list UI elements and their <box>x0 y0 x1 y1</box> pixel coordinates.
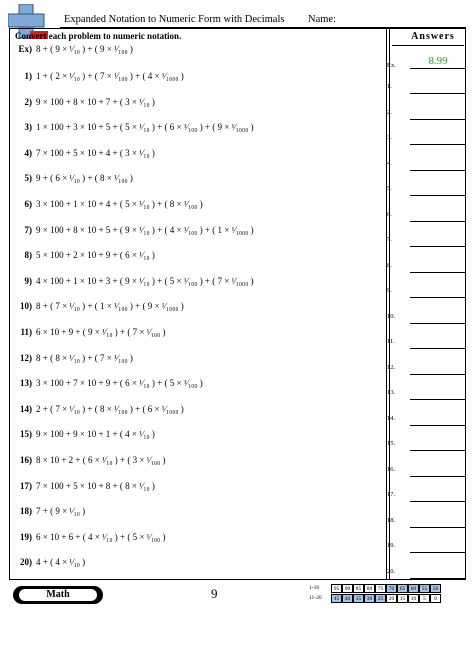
answer-blank[interactable] <box>387 568 469 580</box>
answer-line <box>410 93 466 94</box>
answer-number: 11. <box>387 338 395 345</box>
answer-example-value: 8.99 <box>428 55 448 67</box>
problem-item <box>10 504 382 520</box>
example-expression: 8 + ( 9 × ¹⁄₁₀ ) + ( 9 × ¹⁄₁₀₀ ) <box>36 44 133 54</box>
problem-item <box>10 69 382 85</box>
answers-heading-underline <box>392 45 464 46</box>
score-cell: 35 <box>353 594 364 603</box>
problem-item <box>10 427 382 443</box>
score-cell: 85 <box>353 584 364 593</box>
problem-expression: 6 × 10 + 6 + ( 4 × ¹⁄₁₀ ) + ( 5 × ¹⁄₁₀₀ ) <box>36 531 166 542</box>
answer-line <box>410 348 466 349</box>
score-cell: 5 <box>419 594 430 603</box>
score-cell: 80 <box>364 584 375 593</box>
answer-number: 20. <box>387 567 396 575</box>
problem-number: 12) <box>20 352 32 363</box>
answer-number: 18. <box>387 516 396 524</box>
answer-number: 19. <box>387 542 396 549</box>
answer-blank[interactable] <box>387 287 469 299</box>
score-cell: 25 <box>375 594 386 603</box>
problem-item <box>10 248 382 264</box>
problem-number: 20) <box>20 557 32 568</box>
answer-example-line <box>410 68 466 69</box>
answer-blank[interactable] <box>387 517 469 529</box>
problem-number: 13) <box>20 378 32 389</box>
answer-number: 10. <box>387 312 396 320</box>
score-cell: 10 <box>408 594 419 603</box>
subject-badge <box>13 586 103 604</box>
problem-number: 11) <box>20 327 32 337</box>
answers-heading: Answers <box>411 31 455 42</box>
answer-blank[interactable] <box>387 83 469 95</box>
answer-number: 5. <box>387 185 392 192</box>
answer-line <box>410 144 466 145</box>
answer-line <box>410 501 466 502</box>
answer-line <box>410 527 466 528</box>
problem-number: 4) <box>24 147 32 158</box>
answer-blank[interactable] <box>387 262 469 274</box>
problem-expression: 8 + ( 8 × ¹⁄₁₀ ) + ( 7 × ¹⁄₁₀₀ ) <box>36 352 133 363</box>
answer-line <box>410 221 466 222</box>
problem-expression: 7 × 100 + 5 × 10 + 8 + ( 8 × ¹⁄₁₀ ) <box>36 480 155 491</box>
problem-expression: 7 × 100 + 5 × 10 + 4 + ( 3 × ¹⁄₁₀ ) <box>36 147 155 158</box>
problem-expression: 1 × 100 + 3 × 10 + 5 + ( 5 × ¹⁄₁₀ ) + ( 6 × ¹⁄₁₀₀ ) + ( 9 × ¹⁄₁₀₀₀ ) <box>36 122 254 133</box>
problem-item <box>10 146 382 162</box>
problem-number: 19) <box>20 531 32 542</box>
problem-item <box>10 453 382 469</box>
score-cell: 65 <box>397 584 408 593</box>
answer-blank[interactable] <box>387 134 469 146</box>
problem-expression: 8 × 10 + 2 + ( 6 × ¹⁄₁₀ ) + ( 3 × ¹⁄₁₀₀ ) <box>36 455 166 465</box>
score-cell: 40 <box>342 594 353 603</box>
example-problem <box>10 42 382 58</box>
instructions: Convert each problem to numeric notation. <box>15 31 182 41</box>
problem-item <box>10 223 382 239</box>
answer-number: 7. <box>387 236 392 243</box>
answer-blank[interactable] <box>387 236 469 248</box>
problem-expression: 9 + ( 6 × ¹⁄₁₀ ) + ( 8 × ¹⁄₁₀₀ ) <box>36 173 133 184</box>
answer-number: 2. <box>387 108 392 116</box>
answer-line <box>410 476 466 477</box>
problem-item <box>10 274 382 290</box>
answer-line <box>410 552 466 553</box>
score-cell: 95 <box>331 584 342 593</box>
problem-expression: 5 × 100 + 2 × 10 + 9 + ( 6 × ¹⁄₁₀ ) <box>36 250 155 261</box>
problem-number: 6) <box>24 199 32 209</box>
answer-line <box>410 425 466 426</box>
problem-expression: 1 + ( 2 × ¹⁄₁₀ ) + ( 7 × ¹⁄₁₀₀ ) + ( 4 × ¹⁄₁₀₀₀ ) <box>36 71 184 81</box>
problem-expression: 9 × 100 + 9 × 10 + 1 + ( 4 × ¹⁄₁₀ ) <box>36 429 155 440</box>
problem-item <box>10 402 382 418</box>
answer-number: 12. <box>387 363 396 371</box>
problem-number: 14) <box>20 403 32 414</box>
answer-number: 14. <box>387 414 396 422</box>
problem-expression: 6 × 10 + 9 + ( 9 × ¹⁄₁₀ ) + ( 7 × ¹⁄₁₀₀ ) <box>36 327 166 337</box>
score-cell: 70 <box>386 584 397 593</box>
answer-line <box>410 170 466 171</box>
worksheet-title: Expanded Notation to Numeric Form with Decimals <box>64 14 285 25</box>
answer-number: 16. <box>387 465 396 473</box>
problem-expression: 4 × 100 + 1 × 10 + 3 + ( 9 × ¹⁄₁₀ ) + ( 5 × ¹⁄₁₀₀ ) + ( 7 × ¹⁄₁₀₀₀ ) <box>36 275 254 286</box>
problem-number: 7) <box>24 224 32 235</box>
problem-item <box>10 299 382 315</box>
problem-item <box>10 120 382 136</box>
problem-number: 1) <box>24 71 32 81</box>
answer-line <box>410 374 466 375</box>
problem-expression: 3 × 100 + 1 × 10 + 4 + ( 5 × ¹⁄₁₀ ) + ( 8 × ¹⁄₁₀₀ ) <box>36 199 203 209</box>
answer-blank[interactable] <box>387 160 469 172</box>
answer-blank[interactable] <box>387 364 469 376</box>
problem-expression: 9 × 100 + 8 × 10 + 5 + ( 9 × ¹⁄₁₀ ) + ( 4 × ¹⁄₁₀₀ ) + ( 1 × ¹⁄₁₀₀₀ ) <box>36 224 254 235</box>
problem-item <box>10 479 382 495</box>
answer-number: 1. <box>387 83 392 90</box>
answer-number: 15. <box>387 440 396 447</box>
answer-number: 8. <box>387 261 392 269</box>
problem-number: 17) <box>20 480 32 491</box>
problem-item <box>10 351 382 367</box>
answer-line <box>410 119 466 120</box>
answer-line <box>410 450 466 451</box>
answer-blank[interactable] <box>387 389 469 401</box>
problem-expression: 2 + ( 7 × ¹⁄₁₀ ) + ( 8 × ¹⁄₁₀₀ ) + ( 6 × ¹⁄₁₀₀₀ ) <box>36 403 184 414</box>
problem-item <box>10 197 382 213</box>
problem-item <box>10 95 382 111</box>
answer-number: 9. <box>387 287 392 294</box>
worksheet-frame <box>9 28 466 580</box>
score-cell: 60 <box>408 584 419 593</box>
answer-line <box>410 399 466 400</box>
score-cell: 50 <box>430 584 441 593</box>
answer-line <box>410 195 466 196</box>
score-cell: 30 <box>364 594 375 603</box>
answer-blank[interactable] <box>387 415 469 427</box>
problem-item <box>10 376 382 392</box>
problem-number: 16) <box>20 455 32 465</box>
problem-number: 18) <box>20 506 32 517</box>
score-row-label: 1-10 <box>309 585 320 591</box>
problem-item <box>10 555 382 571</box>
answer-line <box>410 578 466 579</box>
score-cell: 55 <box>419 584 430 593</box>
score-cell: 15 <box>397 594 408 603</box>
score-cell: 20 <box>386 594 397 603</box>
answer-number: 17. <box>387 491 396 498</box>
answer-number: 13. <box>387 389 396 396</box>
answer-number: 3. <box>387 134 392 141</box>
example-label: Ex) <box>18 44 32 54</box>
problem-number: 10) <box>20 301 32 312</box>
problem-expression: 3 × 100 + 7 × 10 + 9 + ( 6 × ¹⁄₁₀ ) + ( 5 × ¹⁄₁₀₀ ) <box>36 378 203 389</box>
problem-expression: 8 + ( 7 × ¹⁄₁₀ ) + ( 1 × ¹⁄₁₀₀ ) + ( 9 × ¹⁄₁₀₀₀ ) <box>36 301 184 312</box>
score-row-label: 11-20 <box>309 595 322 601</box>
answer-blank[interactable] <box>387 338 469 350</box>
problem-item <box>10 530 382 546</box>
problem-number: 8) <box>24 250 32 261</box>
subject-label: Math <box>19 589 97 601</box>
answer-line <box>410 297 466 298</box>
problem-number: 2) <box>24 96 32 107</box>
answer-blank[interactable] <box>387 542 469 554</box>
problem-expression: 7 + ( 9 × ¹⁄₁₀ ) <box>36 506 86 517</box>
answer-blank[interactable] <box>387 491 469 503</box>
problem-number: 5) <box>24 173 32 184</box>
page-number: 9 <box>211 586 218 601</box>
problem-item <box>10 171 382 187</box>
name-label: Name: <box>308 14 336 25</box>
footer <box>9 581 466 608</box>
problem-number: 15) <box>20 429 32 440</box>
answer-example-label: Ex. <box>387 62 396 69</box>
score-cell: 45 <box>331 594 342 603</box>
answer-line <box>410 272 466 273</box>
problem-number: 9) <box>24 275 32 286</box>
score-cell: 90 <box>342 584 353 593</box>
answer-line <box>410 246 466 247</box>
problem-expression: 9 × 100 + 8 × 10 + 7 + ( 3 × ¹⁄₁₀ ) <box>36 96 155 107</box>
score-cell: 0 <box>430 594 441 603</box>
score-cell: 75 <box>375 584 386 593</box>
answer-line <box>410 323 466 324</box>
answer-number: 6. <box>387 210 392 218</box>
problem-expression: 4 + ( 4 × ¹⁄₁₀ ) <box>36 557 86 568</box>
answer-blank[interactable] <box>387 211 469 223</box>
answer-blank[interactable] <box>387 466 469 478</box>
problem-item <box>10 325 382 341</box>
answer-blank[interactable] <box>387 440 469 452</box>
answer-blank[interactable] <box>387 109 469 121</box>
answer-blank[interactable] <box>387 185 469 197</box>
answer-number: 4. <box>387 159 392 167</box>
problem-number: 3) <box>24 122 32 133</box>
answer-blank[interactable] <box>387 313 469 325</box>
